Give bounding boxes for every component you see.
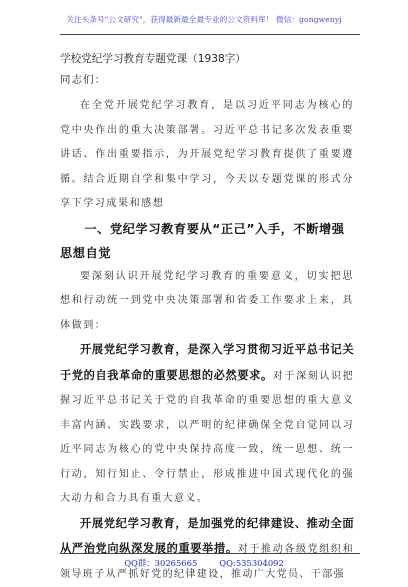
paragraph-1-lead: 开展党纪学习教育，是深入学习贯彻习近平总书记关于党的自我革命的重要思想的必然要求。 — [60, 343, 354, 382]
paragraph-2 — [60, 512, 354, 587]
paragraph-1 — [60, 338, 354, 512]
header-divider — [60, 34, 360, 35]
document-body — [60, 52, 354, 587]
intro-paragraph: 在全党开展党纪学习教育，是以习近平同志为核心的党中央作出的重大决策部署。习近平总书记多次发表重要讲话、作出重要指示，为开展党纪学习教育提供了重要遵循。结合近期自学和集中学习，今天以专题党课的形式分享下学习成果和感想 — [60, 94, 354, 217]
paragraph-2-lead: 开展党纪学习教育，是加强党的纪律建设、推动全面从严治党向纵深发展的重要举措。 — [60, 517, 354, 556]
section-heading: 一、党纪学习教育要从“正己”入手，不断增强思想自觉 — [60, 217, 354, 265]
header-banner: 关注头条号"公文研究"，获得最新最全最专业的公文资料库！ 微信：gongwenyj — [0, 14, 408, 25]
greeting: 同志们： — [60, 73, 354, 87]
paragraph-1-body: 对于深刻认识把握习近平总书记关于党的自我革命的重要思想的重大意义丰富内涵、实践要求，以严明的纪律确保全党自觉同以习近平同志为核心的党中央保持高度一致，统一思想、统一行动，知行知止、令行禁止，形成推进中国式现代化的强大动力和合力具有重大意义。 — [60, 371, 354, 505]
footer-qq-group: QQ群：30265665 — [124, 558, 197, 568]
section-intro-paragraph: 要深刻认识开展党纪学习教育的重要意义，切实把思想和行动统一到党中央决策部署和省委工作要求上来，具体做到： — [60, 265, 354, 339]
paragraph-2-body: 对于推动各级党组织和领导班子从严抓好党的纪律建设，推动广大党员、干部强 — [60, 544, 354, 580]
footer-qq: QQ:535304092 — [219, 558, 284, 568]
footer — [0, 557, 408, 569]
footer-divider — [60, 553, 360, 554]
document-title: 学校党纪学习教育专题党课（1938字） — [60, 52, 354, 67]
